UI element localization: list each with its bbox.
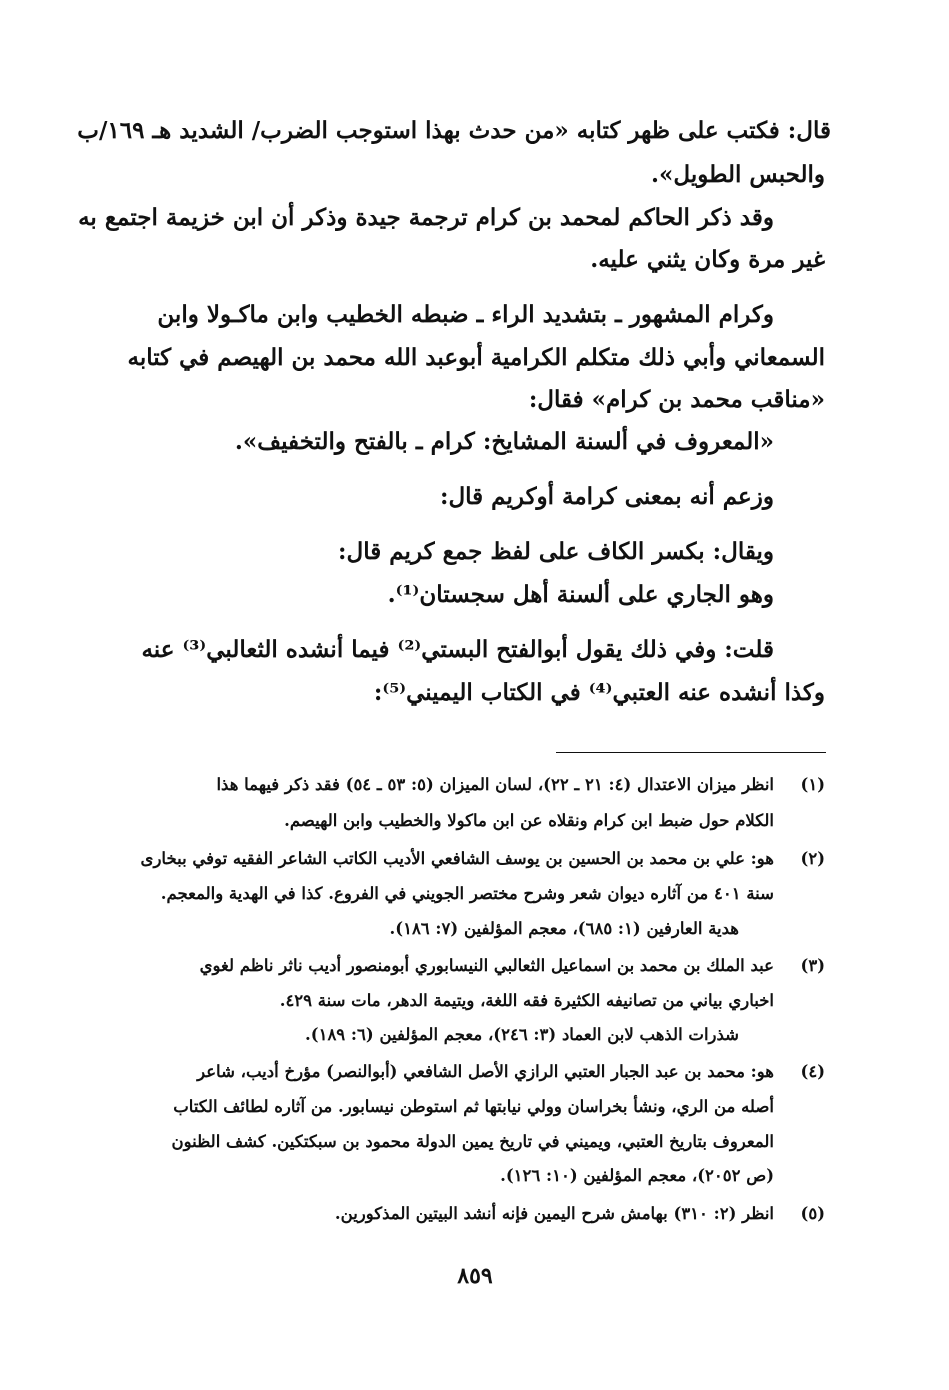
body-line-2: والحبس الطويل». [651,161,825,188]
footnote-number: (٥) [800,1204,825,1223]
footnote-number: (٤) [800,1062,825,1081]
body-line-4: غير مرة وكان يثني عليه. [590,246,825,273]
footnote-3-line-3: شذرات الذهب لابن العماد (٣: ٢٤٦)، معجم المؤلفين (٦: ١٨٩). [305,1025,739,1044]
body-line-9: وزعم أنه بمعنى كرامة أوكريم قال: [439,483,774,510]
footnote-2-line-1: هو: علي بن محمد بن الحسين بن يوسف الشافعي الأديب الكاتب الشاعر الفقيه توفي ببخارى [140,849,774,868]
body-line-13: وكذا أنشده عنه العتبي⁽⁴⁾ في الكتاب اليميني⁽⁵⁾: [373,679,825,706]
footnote-1-line-2: الكلام حول ضبط ابن كرام ونقلاه عن ابن ماكولا والخطيب وابن الهيصم. [284,811,774,830]
footnote-4-line-3: المعروف بتاريخ العتبي، ويميني في تاريخ يمين الدولة محمود بن سبكتكين. كشف الظنون [171,1132,774,1151]
footnote-4-line-4: (ص ٢٠٥٢)، معجم المؤلفين (١٠: ١٢٦). [500,1166,774,1185]
body-line-8: «المعروف في ألسنة المشايخ: كرام ـ بالفتح والتخفيف». [234,428,774,455]
body-line-1: قال: فكتب على ظهر كتابه «من حدث بهذا استوجب الضرب/ الشديد هـ ١٦٩/ب [77,117,831,144]
footnote-1-line-1: انظر ميزان الاعتدال (٤: ٢١ ـ ٢٢)، لسان الميزان (٥: ٥٣ ـ ٥٤) فقد ذكر فيهما هذا [216,775,774,794]
footnote-3-line-1: عبد الملك بن محمد بن اسماعيل الثعالبي النيسابوري أبومنصور أديب ناثر ناظم لغوي [199,956,774,975]
footnote-number: (٣) [800,956,825,975]
footnote-separator [556,752,826,753]
footnote-4-line-2: أصله من الري، ونشأ بخراسان وولي نيابتها ثم استوطن نيسابور. من آثاره لطائف الكتاب [173,1097,774,1116]
footnote-4-line-1: هو: محمد بن عبد الجبار العتبي الرازي الأصل الشافعي (أبوالنصر) مؤرخ أديب، شاعر [197,1062,774,1081]
body-line-12: قلت: وفي ذلك يقول أبوالفتح البستي⁽²⁾ فيما أنشده الثعالبي⁽³⁾ عنه [141,636,774,663]
body-line-3: وقد ذكر الحاكم لمحمد بن كرام ترجمة جيدة وذكر أن ابن خزيمة اجتمع به [78,204,774,231]
footnote-5-line-1: انظر (٢: ٣١٠) بهامش شرح اليمين فإنه أنشد البيتين المذكورين. [334,1204,774,1223]
body-line-7: «مناقب محمد بن كرام» فقال: [528,386,825,413]
body-line-11: وهو الجاري على ألسنة أهل سجستان⁽¹⁾. [387,581,774,608]
body-line-5: وكرام المشهور ـ بتشديد الراء ـ ضبطه الخطيب وابن ماكـولا وابن [157,301,774,328]
body-line-10: ويقال: بكسر الكاف على لفظ جمع كريم قال: [338,538,774,565]
footnote-3-line-2: اخباري بياني من تصانيفه الكثيرة فقه اللغة، ويتيمة الدهر، مات سنة ٤٢٩. [279,991,774,1010]
footnote-number: (١) [800,775,825,794]
page-number: ٨٥٩ [457,1263,493,1289]
footnote-2-line-2: سنة ٤٠١ من آثاره ديوان شعر وشرح مختصر الجويني في الفروع. كذا في الهدية والمعجم. [160,884,774,903]
footnote-number: (٢) [800,849,825,868]
body-line-6: السمعاني وأبي ذلك متكلم الكرامية أبوعبد الله محمد بن الهيصم في كتابه [127,344,825,371]
footnote-2-line-3: هدية العارفين (١: ٦٨٥)، معجم المؤلفين (٧: ١٨٦). [389,919,739,938]
